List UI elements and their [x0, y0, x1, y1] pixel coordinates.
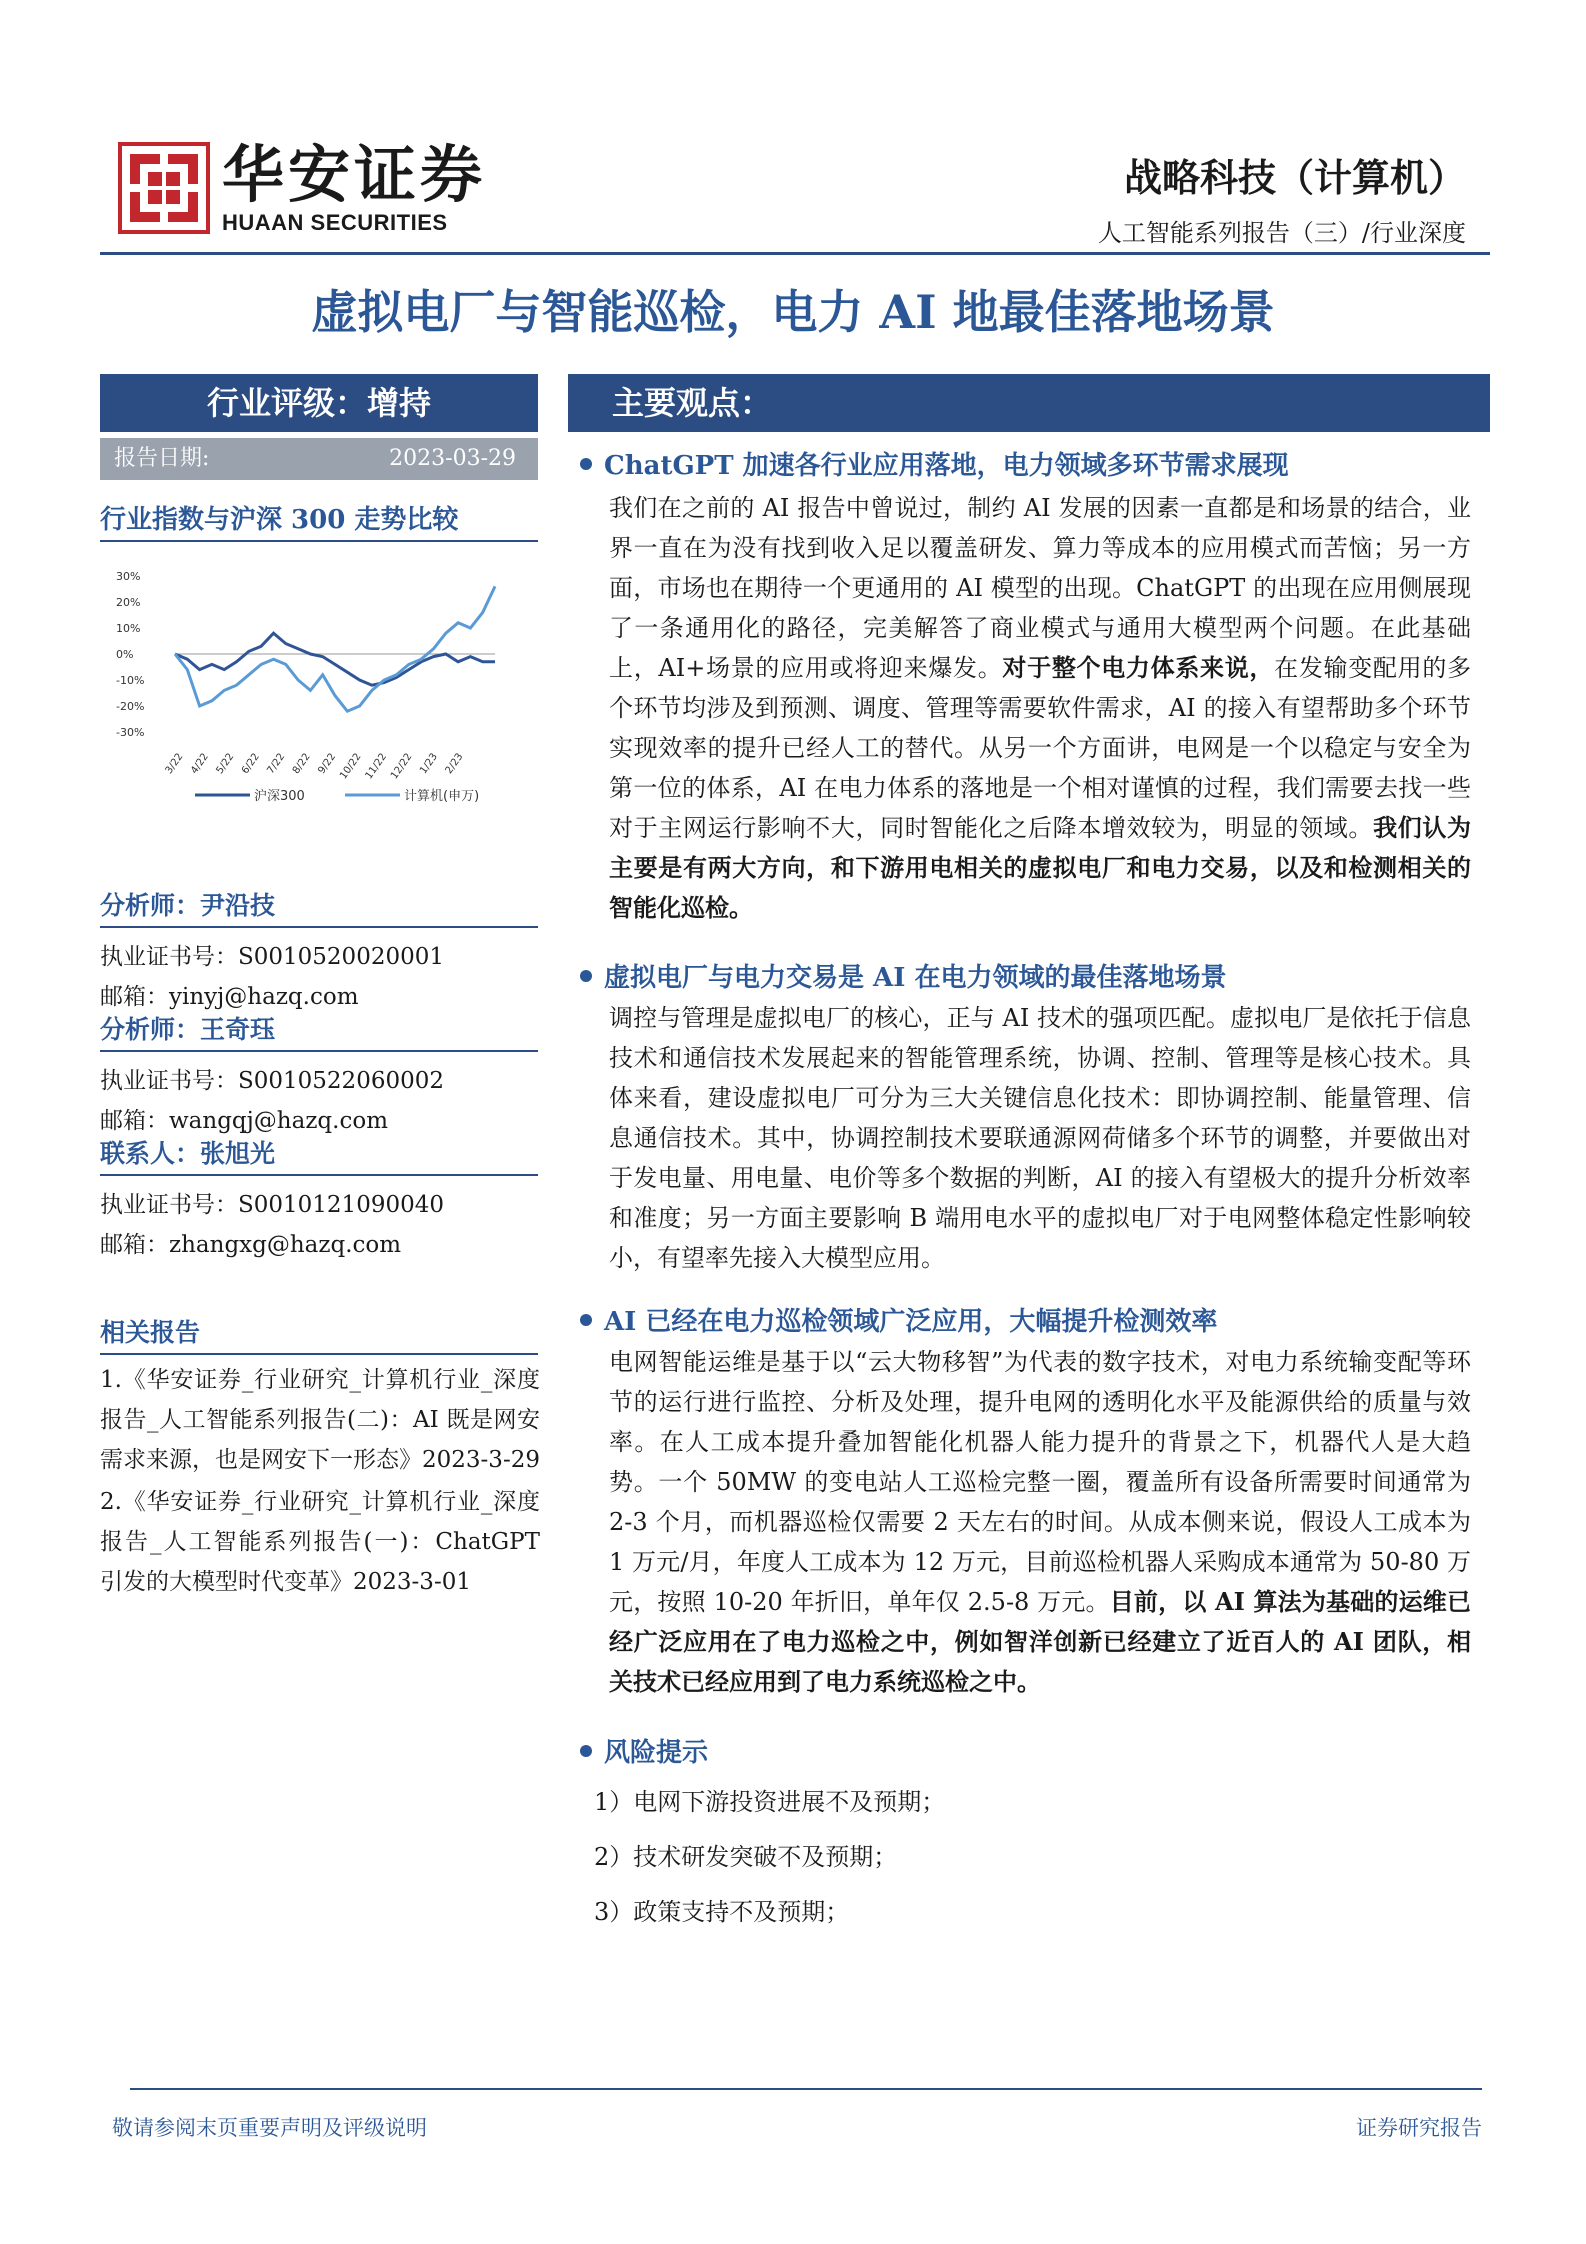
- legend-label-hs300: 沪深300: [254, 789, 305, 804]
- legend-label-computer: 计算机(申万): [404, 789, 480, 804]
- x-tick-label: 4/22: [189, 751, 211, 777]
- section-2-heading: [580, 960, 1226, 996]
- contact-cert: 执业证书号：S0010121090040: [100, 1192, 444, 1218]
- footer-report-type: 证券研究报告: [1356, 2116, 1482, 2140]
- footer-disclaimer[interactable]: 敬请参阅末页重要声明及评级说明: [112, 2116, 427, 2140]
- x-tick-label: 6/22: [239, 751, 262, 777]
- report-date-value: 2023-03-29: [389, 446, 516, 471]
- main-points-heading: 主要观点：: [568, 374, 1490, 432]
- x-tick-label: 5/22: [214, 751, 237, 777]
- series-line-computer: [175, 586, 495, 711]
- section-1-heading: [580, 448, 1289, 484]
- analyst-2-divider: [100, 1050, 538, 1052]
- logo-chinese-name: 华安证券: [222, 138, 487, 211]
- y-tick-label: 10%: [116, 622, 141, 635]
- section-1-text: 我们在之前的 AI 报告中曾说过，制约 AI 发展的因素一直都是和场景的结合，业界一直在为没有找到收入足以覆盖研发、算力等成本的应用模式而苦恼；另一方面，市场也在期待一个更通用的 AI 模型的出现。ChatGPT 的出现在应用侧展现了一条通用化的路径，完美解答了商业模式与通用大模型两个问题。在此基础上，AI+场景的应用或将迎来爆发。: [609, 494, 1471, 682]
- bullet-icon: [580, 1745, 592, 1757]
- related-report-item[interactable]: 1.《华安证券_行业研究_计算机行业_深度报告_人工智能系列报告(二)：AI 既是网安需求来源，也是网安下一形态》2023-3-29: [100, 1367, 540, 1473]
- company-logo-icon: [118, 142, 210, 234]
- document-title: 虚拟电厂与智能巡检，电力 AI 地最佳落地场景: [311, 285, 1275, 339]
- section-3-heading: [580, 1304, 1217, 1340]
- risk-heading: [580, 1735, 708, 1771]
- y-tick-label: -30%: [116, 726, 145, 739]
- report-series: 人工智能系列报告（三）/行业深度: [1097, 219, 1466, 247]
- related-reports-divider: [100, 1353, 538, 1355]
- series-line-hs300: [175, 633, 495, 685]
- chart-heading-divider: [100, 540, 538, 542]
- contact-divider: [100, 1174, 538, 1176]
- x-tick-label: 7/22: [265, 751, 288, 777]
- section-1-text-2: 在发输变配用的多个环节均涉及到预测、调度、管理等需要软件需求，AI 的接入有望帮助多个环节实现效率的提升已经人工的替代。从另一个方面讲，电网是一个以稳定与安全为第一位的体系，AI 在电力体系的落地是一个相对谨慎的过程，我们需要去找一些对于主网运行影响不大，同时智能化之后降本增效较为，明显的领域。: [609, 654, 1472, 842]
- industry-rating: 行业评级：增持: [100, 374, 538, 432]
- section-1-title: ChatGPT 加速各行业应用落地，电力领域多环节需求展现: [604, 451, 1289, 481]
- y-tick-label: 30%: [116, 570, 141, 583]
- analyst-1-email[interactable]: 邮箱：yinyj@hazq.com: [100, 984, 359, 1010]
- related-report-item[interactable]: 2.《华安证券_行业研究_计算机行业_深度报告_人工智能系列报告(一)：ChatGPT 引发的大模型时代变革》2023-3-01: [100, 1489, 540, 1595]
- footer-divider: [130, 2088, 1482, 2090]
- section-2-body: [609, 998, 1471, 1278]
- bullet-icon: [580, 970, 592, 982]
- risk-title: 风险提示: [604, 1738, 709, 1768]
- report-date-row: [100, 438, 538, 480]
- report-date-label: 报告日期:: [114, 446, 210, 471]
- section-3-title: AI 已经在电力巡检领域广泛应用，大幅提升检测效率: [604, 1307, 1218, 1337]
- analyst-2-cert: 执业证书号：S0010522060002: [100, 1068, 444, 1094]
- header-divider: [100, 252, 1490, 255]
- x-tick-label: 1/23: [418, 751, 441, 777]
- section-2-text: 调控与管理是虚拟电厂的核心，正与 AI 技术的强项匹配。虚拟电厂是依托于信息技术和通信技术发展起来的智能管理系统，协调、控制、管理等是核心技术。具体来看，建设虚拟电厂可分为三大关键信息化技术：即协调控制、能量管理、信息通信技术。其中，协调控制技术要联通源网荷储多个环节的调整，并要做出对于发电量、用电量、电价等多个数据的判断，AI 的接入有望极大的提升分析效率和准度；另一方面主要影响 B 端用电水平的虚拟电厂对于电网整体稳定性影响较小，有望率先接入大模型应用。: [609, 1004, 1471, 1272]
- x-tick-label: 2/23: [443, 751, 466, 777]
- bullet-icon: [580, 1314, 592, 1326]
- y-tick-label: -20%: [116, 700, 145, 713]
- y-tick-label: 0%: [116, 648, 134, 661]
- analyst-1-cert: 执业证书号：S0010520020001: [100, 944, 444, 970]
- x-tick-label: 9/22: [316, 751, 339, 777]
- related-reports-list: [100, 1360, 540, 1604]
- x-tick-label: 11/22: [363, 751, 390, 782]
- risk-item: 3）政策支持不及预期；: [594, 1898, 850, 1926]
- section-1-emphasis-1: 对于整个电力体系来说，: [1002, 653, 1275, 682]
- x-tick-label: 10/22: [338, 751, 364, 782]
- chart-heading: 行业指数与沪深 300 走势比较: [100, 505, 459, 535]
- analyst-2-email[interactable]: 邮箱：wangqj@hazq.com: [100, 1108, 389, 1134]
- report-category: 战略科技（计算机）: [1123, 155, 1466, 200]
- section-3-emphasis: 目前，以 AI 算法为基础的运维已经广泛应用在了电力巡检之中，例如智洋创新已经建立了近百人的 AI 团队，相关技术已经应用到了电力系统巡检之中。: [609, 1587, 1471, 1696]
- section-3-body: [609, 1342, 1471, 1702]
- y-tick-label: 20%: [116, 596, 141, 609]
- x-tick-label: 3/22: [163, 751, 186, 777]
- section-2-title: 虚拟电厂与电力交易是 AI 在电力领域的最佳落地场景: [604, 963, 1227, 993]
- bullet-icon: [580, 458, 592, 470]
- related-reports-heading: 相关报告: [100, 1318, 201, 1347]
- analyst-2-name: 分析师：王奇珏: [100, 1015, 276, 1044]
- section-1-body: [609, 488, 1471, 928]
- contact-email[interactable]: 邮箱：zhangxg@hazq.com: [100, 1232, 402, 1258]
- x-tick-label: 12/22: [389, 751, 415, 782]
- risk-item: 1）电网下游投资进展不及预期；: [594, 1788, 946, 1816]
- risk-item: 2）技术研发突破不及预期；: [594, 1843, 898, 1871]
- x-tick-label: 8/22: [290, 751, 313, 777]
- index-comparison-chart: [100, 556, 538, 826]
- y-tick-label: -10%: [116, 674, 145, 687]
- analyst-1-name: 分析师：尹沿技: [100, 891, 276, 920]
- section-1-emphasis-2: 我们认为主要是有两大方向，和下游用电相关的虚拟电厂和电力交易，以及和检测相关的智能化巡检。: [609, 813, 1472, 922]
- logo-english-name: HUAAN SECURITIES: [222, 210, 448, 235]
- analyst-1-divider: [100, 926, 538, 928]
- section-3-text: 电网智能运维是基于以“云大物移智”为代表的数字技术，对电力系统输变配等环节的运行进行监控、分析及处理，提升电网的透明化水平及能源供给的质量与效率。在人工成本提升叠加智能化机器人能力提升的背景之下，机器代人是大趋势。一个 50MW 的变电站人工巡检完整一圈，覆盖所有设备所需要时间通常为 2-3 个月，而机器巡检仅需要 2 天左右的时间。从成本侧来说，假设人工成本为 1 万元/月，年度人工成本为 12 万元，目前巡检机器人采购成本通常为 50-80 万元，按照 10-20 年折旧，单年仅 2.5-8 万元。: [609, 1348, 1471, 1616]
- contact-name: 联系人：张旭光: [100, 1139, 276, 1168]
